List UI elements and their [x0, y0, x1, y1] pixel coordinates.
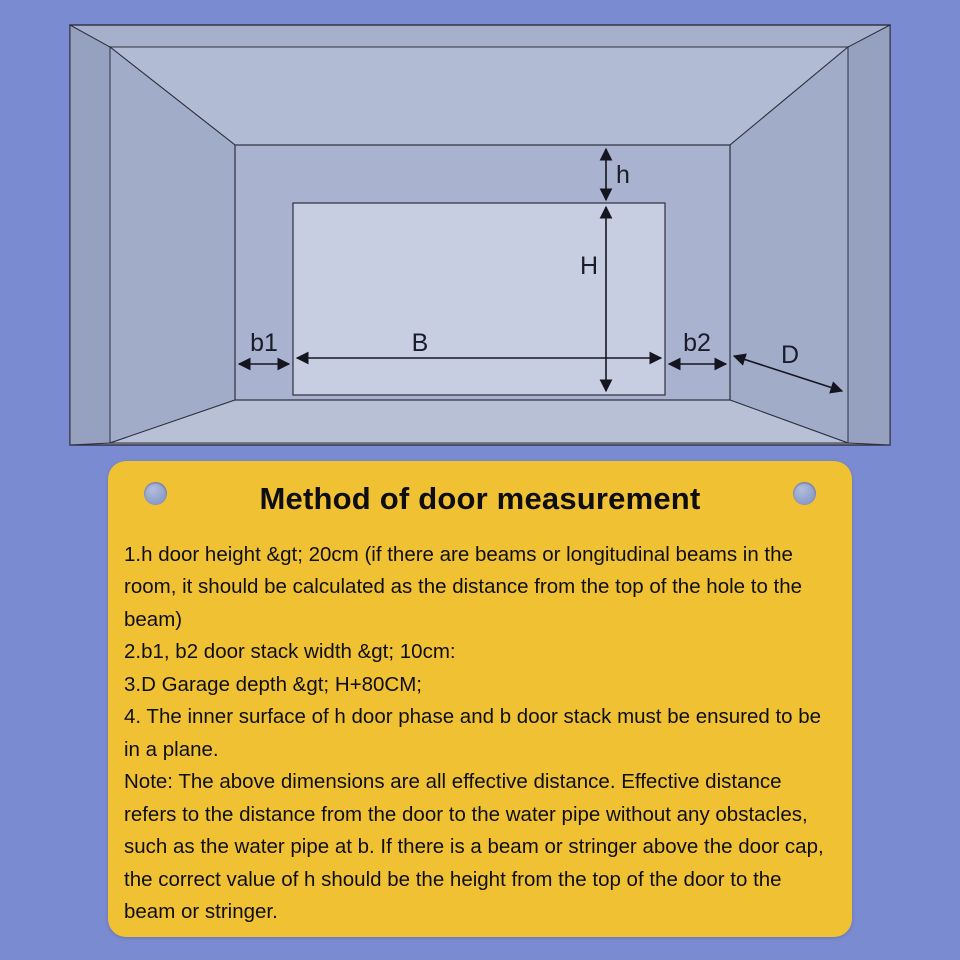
card-title: Method of door measurement [259, 481, 701, 516]
front-wall-right-strip [848, 25, 890, 445]
instruction-line-4: 4. The inner surface of h door phase and b door stack must be ensured to be in a plane. [124, 705, 822, 761]
garage-dimension-diagram [0, 0, 960, 460]
punch-hole-right-icon [793, 482, 816, 505]
instruction-line-1: 1.h door height &gt; 20cm (if there are beams or longitudinal beams in the room, it should be calculated as the distance from the top of the hole to the beam) [124, 543, 803, 631]
punch-hole-left-icon [144, 482, 167, 505]
dim-label-h: h [616, 161, 630, 189]
dim-label-b1: b1 [250, 329, 278, 357]
instruction-note: Note: The above dimensions are all effective distance. Effective distance refers to the distance from the door to the water pipe without any obstacles, such as the water pipe at b. If there is a beam or stringer above the door cap, the correct value of h should be the height from the top of the door to the beam or stringer. [124, 770, 824, 924]
card-body [124, 539, 836, 929]
instruction-line-3: 3.D Garage depth &gt; H+80CM; [124, 672, 422, 696]
dim-label-H: H [579, 252, 598, 280]
door-opening [293, 203, 665, 395]
measurement-card [108, 461, 852, 937]
ceiling [110, 47, 848, 145]
floor [110, 400, 848, 443]
instruction-line-2: 2.b1, b2 door stack width &gt; 10cm: [124, 640, 456, 664]
dim-label-b2: b2 [683, 329, 711, 357]
dim-label-B: B [411, 329, 429, 357]
front-wall-left-strip [70, 25, 110, 445]
dim-label-D: D [780, 341, 800, 369]
